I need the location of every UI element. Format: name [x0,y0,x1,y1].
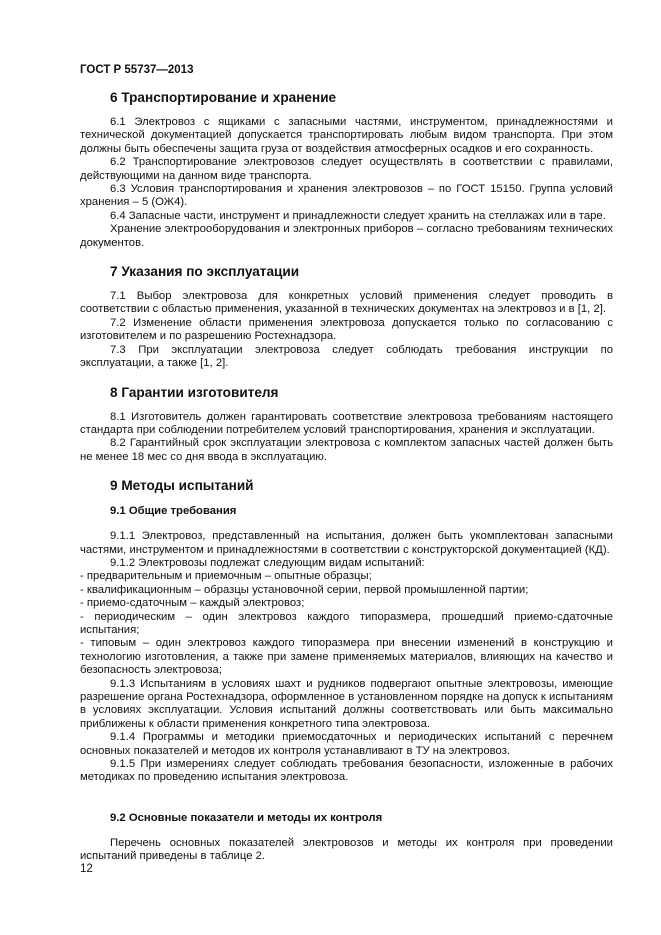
paragraph-9-1-1: 9.1.1 Электровоз, представленный на испытания, должен быть укомплектован запасными частями, инструментом и принадлежностями в соответствии с конструкторской документацией (КД). [80,530,613,556]
list-item: - предварительным и приемочным – опытные образцы; [80,570,372,583]
section-7-title: 7 Указания по эксплуатации [110,264,300,280]
section-6-title: 6 Транспортирование и хранение [110,90,337,105]
paragraph-9-1-3: 9.1.3 Испытаниям в условиях шахт и рудников подвергают опытные электровозы, имеющие разрешение органа Ростехнадзора, оформленное в установленном порядке на допуск к испытаниям в условиях эксплуатации. Условия испытаний должны соответствовать или быть максимально приближены к области применения конкретного типа электровоза. [80,677,613,730]
list-item: - периодическим – один электровоз каждого типоразмера, прошедший приемо-сдаточные испытания; [80,610,613,636]
paragraph-6-4: 6.4 Запасные части, инструмент и принадлежности следует хранить на стеллажах или в таре. [110,209,606,222]
section-8-title: 8 Гарантии изготовителя [110,384,279,400]
paragraph-8-2: 8.2 Гарантийный срок эксплуатации электровоза с комплектом запасных частей должен быть не менее 18 мес со дня ввода в эксплуатацию. [80,437,613,463]
list-item: - типовым – один электровоз каждого типоразмера при внесении изменений в конструкцию и технологию изготовления, а также при замене применяемых материалов, влияющих на качество и безопасность электровоза; [80,637,613,677]
paragraph-9-1-4: 9.1.4 Программы и методики приемосдаточных и периодических испытаний с перечнем основных показателей и методов их контроля устанавливают в ТУ на электровоз. [80,731,613,757]
paragraph-7-2: 7.2 Изменение области применения электровоза допускается только по согласованию с изготовителем и по разрешению Ростехнадзора. [80,316,613,343]
paragraph-9-1-2: 9.1.2 Электровозы подлежат следующим видам испытаний: [110,556,425,569]
paragraph-7-1: 7.1 Выбор электровоза для конкретных условий применения следует проводить в соответствии с областью применения, указанной в технических документах на электровоз и в [1, 2]. [80,290,613,316]
paragraph-9-1-5: 9.1.5 При измерениях следует соблюдать требования безопасности, изложенные в рабочих методиках по проведению испытания электровоза. [80,758,613,784]
subsection-9-2-title: 9.2 Основные показатели и методы их контроля [110,811,383,824]
section-9-title: 9 Методы испытаний [110,478,254,494]
subsection-9-1-title: 9.1 Общие требования [110,505,237,518]
list-item: - квалификационным – образцы установочной серии, первой промышленной партии; [80,583,529,596]
list-item: - приемо-сдаточным – каждый электровоз; [80,597,305,610]
paragraph-6-3: 6.3 Условия транспортирования и хранения электровозов – по ГОСТ 15150. Группа условий хранения – 5 (ОЖ4). [80,183,613,209]
paragraph-6-1: 6.1 Электровоз с ящиками с запасными частями, инструментом, принадлежностями и технической документацией допускается транспортировать любым видом транспорта. При этом должны быть обеспечены защита груза от воздействия атмосферных осадков и его сохранность. [80,116,613,155]
standard-header: ГОСТ Р 55737—2013 [80,64,194,76]
paragraph-6-storage: Хранение электрооборудования и электронных приборов – согласно требованиям технических документов. [80,223,613,249]
paragraph-6-2: 6.2 Транспортирование электровозов следует осуществлять в соответствии с правилами, действующими на данном виде транспорта. [80,156,613,182]
page-content [80,90,613,864]
page-number: 12 [80,863,93,875]
paragraph-7-3: 7.3 При эксплуатации электровоза следует соблюдать требования инструкции по эксплуатации, а также [1, 2]. [80,343,613,370]
paragraph-9-2-1: Перечень основных показателей электровозов и методы их контроля при проведении испытаний приведены в таблице 2. [80,836,613,863]
paragraph-8-1: 8.1 Изготовитель должен гарантировать соответствие электровоза требованиям настоящего стандарта при соблюдении потребителем условий транспортирования, хранения и эксплуатации. [80,410,613,436]
